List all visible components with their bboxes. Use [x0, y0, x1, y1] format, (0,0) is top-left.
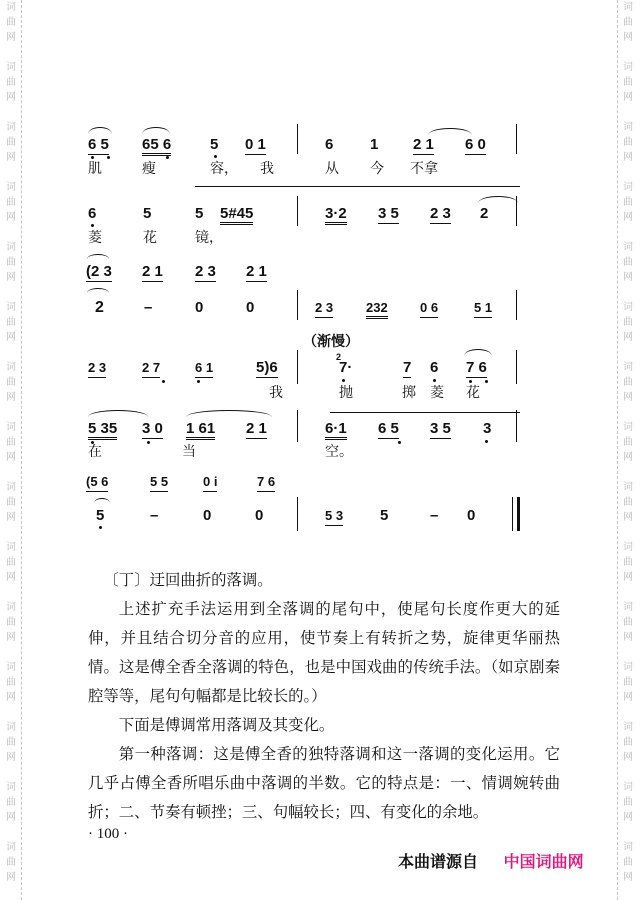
- watermark-char: 曲: [6, 77, 16, 88]
- watermark-char: 曲: [623, 257, 633, 268]
- watermark-char: 网: [623, 812, 633, 823]
- watermark-char: 网: [623, 392, 633, 403]
- lyric: 掷: [402, 385, 416, 401]
- note: 2 1: [142, 263, 163, 280]
- watermark-char: 词: [623, 242, 633, 253]
- watermark-char: 词: [623, 362, 633, 373]
- watermark-char: 网: [6, 512, 16, 523]
- low-dot: [433, 379, 436, 382]
- watermark-char: 词: [6, 542, 16, 553]
- watermark-char: 网: [623, 512, 633, 523]
- low-dot: [99, 526, 102, 529]
- watermark-char: 词: [623, 542, 633, 553]
- watermark-char: 词: [6, 662, 16, 673]
- source-site-link[interactable]: 中国词曲网: [503, 852, 584, 871]
- watermark-char: 词: [6, 722, 16, 733]
- note: 7·: [339, 359, 353, 376]
- watermark-group: [6, 720, 16, 780]
- note: 0: [246, 299, 255, 316]
- watermark-char: 曲: [6, 677, 16, 688]
- note: 7: [403, 359, 412, 376]
- barline: [516, 196, 517, 226]
- note: 65 6: [142, 137, 171, 156]
- note: 0 1: [245, 136, 266, 153]
- lyric: 从: [325, 161, 339, 177]
- low-dot: [91, 156, 94, 159]
- watermark-char: 曲: [6, 257, 16, 268]
- slur: [87, 254, 109, 259]
- barline: [516, 124, 517, 154]
- note: 6: [88, 205, 97, 222]
- watermark-char: 曲: [6, 317, 16, 328]
- low-dot: [147, 441, 150, 444]
- note: 6 0: [465, 136, 486, 153]
- note: 0 i: [203, 474, 217, 492]
- watermark-char: 曲: [623, 437, 633, 448]
- source-label: 本曲谱源自: [398, 852, 479, 871]
- lyric: 我: [269, 385, 283, 401]
- barline: [297, 497, 298, 531]
- watermark-char: 网: [6, 272, 16, 283]
- tie-line: [195, 186, 520, 187]
- tie-line: [330, 412, 520, 413]
- watermark-char: 曲: [6, 737, 16, 748]
- lyric: 花: [466, 385, 480, 401]
- watermark-char: 词: [623, 302, 633, 313]
- note: 2 3: [430, 205, 451, 222]
- watermark-char: 曲: [6, 137, 16, 148]
- watermark-char: 曲: [6, 377, 16, 388]
- paragraph: 上述扩充手法运用到全落调的尾句中，使尾句长度作更大的延伸，并且结合切分音的应用，使节奏上有转折之势，旋律更华丽热情。这是傅全香全落调的特色，也是中国戏曲的传统手法。（如京剧秦腔等等，尾句句幅都是比较长的。）: [88, 600, 560, 705]
- lyric: 花: [143, 230, 157, 246]
- watermark-char: 网: [623, 32, 633, 43]
- watermark-char: 曲: [6, 857, 16, 868]
- note: 3·2: [325, 206, 347, 225]
- watermark-group: [6, 780, 16, 840]
- watermark-char: 曲: [6, 437, 16, 448]
- barline: [297, 196, 298, 226]
- watermark-char: 网: [6, 632, 16, 643]
- watermark-char: 词: [6, 362, 16, 373]
- watermark-char: 曲: [623, 137, 633, 148]
- note: 5 5: [150, 474, 168, 492]
- note: 6·1: [325, 421, 347, 440]
- lyric: 瘦: [142, 161, 156, 177]
- watermark-group: [6, 840, 16, 900]
- watermark-char: 词: [6, 2, 16, 13]
- watermark-char: 词: [623, 602, 633, 613]
- slur: [464, 349, 492, 356]
- note: 6 1: [195, 360, 213, 378]
- watermark-char: 网: [6, 452, 16, 463]
- watermark-char: 曲: [623, 557, 633, 568]
- watermark-char: 曲: [623, 497, 633, 508]
- slur: [87, 288, 109, 293]
- watermark-char: 网: [623, 572, 633, 583]
- watermark-char: 网: [623, 632, 633, 643]
- watermark-char: 曲: [623, 737, 633, 748]
- watermark-char: 网: [6, 572, 16, 583]
- note: 6 5: [378, 420, 399, 437]
- note: 0: [195, 299, 204, 316]
- low-dot: [469, 380, 472, 383]
- lyric: 菱: [88, 230, 102, 246]
- note: 0: [467, 507, 476, 524]
- lyric: 镜，: [195, 230, 223, 246]
- slur: [478, 196, 518, 203]
- note: 0: [203, 507, 212, 524]
- watermark-char: 词: [6, 242, 16, 253]
- note: –: [150, 507, 159, 524]
- low-dot: [162, 380, 165, 383]
- note: 5: [380, 507, 389, 524]
- note: 2 1: [413, 136, 434, 153]
- tempo-marking: （渐慢）: [303, 334, 359, 350]
- low-dot: [197, 380, 200, 383]
- watermark-char: 网: [623, 872, 633, 883]
- barline: [516, 290, 517, 320]
- slur: [88, 410, 148, 417]
- lyric: 我: [260, 161, 274, 177]
- watermark-char: 网: [623, 212, 633, 223]
- watermark-char: 曲: [6, 497, 16, 508]
- lyric: 在: [88, 444, 102, 460]
- watermark-group: [623, 780, 633, 840]
- watermark-char: 曲: [623, 197, 633, 208]
- watermark-char: 网: [6, 152, 16, 163]
- note: 0 6: [420, 300, 438, 318]
- source-credit: [398, 849, 584, 872]
- watermark-char: 网: [6, 92, 16, 103]
- barline: [297, 290, 298, 320]
- note: 5 1: [474, 300, 492, 318]
- note: 2 3: [315, 300, 333, 318]
- lyric: 菱: [430, 385, 444, 401]
- watermark-char: 词: [623, 722, 633, 733]
- note: –: [144, 299, 153, 316]
- note: 6 5: [88, 136, 109, 153]
- watermark-char: 词: [6, 422, 16, 433]
- watermark-char: 曲: [6, 617, 16, 628]
- watermark-char: 网: [6, 812, 16, 823]
- note: 2 7: [142, 360, 160, 378]
- watermark-group: [6, 600, 16, 660]
- section-heading: 〔丁〕迂回曲折的落调。: [103, 571, 273, 589]
- watermark-char: 曲: [623, 677, 633, 688]
- note: 3: [483, 420, 492, 437]
- low-dot: [485, 440, 488, 443]
- note: 5 3: [325, 508, 343, 526]
- note: 2 3: [88, 360, 106, 378]
- barline: [297, 124, 298, 154]
- watermark-char: 曲: [623, 857, 633, 868]
- watermark-char: 词: [623, 62, 633, 73]
- note: 5: [210, 136, 219, 153]
- watermark-char: 网: [6, 332, 16, 343]
- lyric: 空。: [325, 444, 353, 460]
- paragraph: 下面是傅调常用落调及其变化。: [118, 716, 335, 734]
- watermark-char: 曲: [623, 797, 633, 808]
- low-dot: [166, 156, 169, 159]
- note: 2 1: [246, 263, 267, 280]
- watermark-char: 词: [6, 842, 16, 853]
- watermark-char: 词: [6, 122, 16, 133]
- note: 7 6: [257, 474, 275, 492]
- note: 2: [95, 299, 104, 316]
- watermark-char: 词: [623, 122, 633, 133]
- watermark-char: 网: [6, 692, 16, 703]
- note: 5: [143, 205, 152, 222]
- barline: [297, 410, 298, 442]
- watermark-group: [623, 720, 633, 780]
- lyric: 今: [370, 161, 384, 177]
- watermark-char: 网: [623, 752, 633, 763]
- note: 5#45: [220, 206, 253, 225]
- watermark-char: 曲: [623, 617, 633, 628]
- note: 6: [325, 136, 334, 153]
- note: 7 6: [466, 359, 487, 376]
- lyric: 肌: [88, 161, 102, 177]
- watermark-char: 曲: [6, 17, 16, 28]
- watermark-char: 词: [623, 2, 633, 13]
- slur: [428, 128, 472, 135]
- watermark-char: 词: [623, 782, 633, 793]
- lyric: 容，: [210, 161, 238, 177]
- low-dot: [342, 379, 345, 382]
- note: 3 5: [378, 205, 399, 222]
- note: 3 0: [142, 420, 163, 437]
- note: 0: [255, 507, 264, 524]
- lyric: 抛: [339, 385, 353, 401]
- slur: [186, 410, 272, 417]
- watermark-char: 网: [623, 332, 633, 343]
- barline: [516, 350, 517, 384]
- watermark-char: 词: [6, 482, 16, 493]
- slur: [88, 127, 112, 134]
- page-number: · 100 ·: [88, 826, 128, 842]
- watermark-char: 网: [623, 152, 633, 163]
- watermark-char: 曲: [623, 77, 633, 88]
- watermark-char: 网: [6, 872, 16, 883]
- note: 2 3: [195, 263, 216, 280]
- note: 5: [96, 507, 105, 524]
- slur: [94, 498, 110, 503]
- note: 2: [480, 205, 489, 222]
- note: (2 3: [86, 263, 112, 280]
- low-dot: [398, 441, 401, 444]
- watermark-char: 词: [623, 482, 633, 493]
- watermark-char: 网: [623, 452, 633, 463]
- final-double-barline: [512, 497, 520, 531]
- watermark-group: [623, 840, 633, 900]
- lyric: 不拿: [410, 161, 438, 177]
- lyric: 当: [182, 444, 196, 460]
- note: 1 61: [186, 421, 215, 440]
- note: –: [430, 507, 439, 524]
- watermark-char: 网: [623, 272, 633, 283]
- slur: [142, 127, 170, 134]
- note: 3 5: [430, 420, 451, 437]
- watermark-char: 词: [6, 62, 16, 73]
- paragraph: 第一种落调：这是傅全香的独特落调和这一落调的变化运用。它几乎占傅全香所唱乐曲中落调的半数。它的特点是：一、情调婉转曲折；二、节奏有顿挫；三、句幅较长；四、有变化的余地。: [88, 745, 560, 821]
- watermark-char: 网: [623, 692, 633, 703]
- note: 6: [430, 359, 439, 376]
- watermark-char: 曲: [6, 197, 16, 208]
- watermark-group: [6, 660, 16, 720]
- watermark-char: 词: [6, 782, 16, 793]
- watermark-char: 网: [6, 392, 16, 403]
- watermark-char: 曲: [6, 557, 16, 568]
- low-dot: [91, 224, 94, 227]
- watermark-char: 词: [623, 422, 633, 433]
- watermark-char: 网: [6, 212, 16, 223]
- watermark-char: 词: [6, 602, 16, 613]
- watermark-char: 网: [6, 32, 16, 43]
- watermark-group: [623, 660, 633, 720]
- watermark-char: 词: [623, 182, 633, 193]
- note: 5: [195, 205, 204, 222]
- watermark-char: 曲: [623, 377, 633, 388]
- watermark-char: 网: [6, 752, 16, 763]
- low-dot: [214, 155, 217, 158]
- note: 5)6: [256, 359, 278, 376]
- watermark-char: 曲: [6, 797, 16, 808]
- barline: [297, 350, 298, 384]
- note: 2 1: [246, 420, 267, 437]
- grace-note: 2: [336, 352, 342, 362]
- watermark-char: 词: [623, 842, 633, 853]
- note: 1: [370, 136, 379, 153]
- note: 232: [366, 300, 388, 319]
- watermark-char: 词: [623, 662, 633, 673]
- note: (5 6: [86, 474, 108, 492]
- watermark-char: 曲: [623, 17, 633, 28]
- watermark-char: 词: [6, 302, 16, 313]
- watermark-char: 词: [6, 182, 16, 193]
- article-body: [88, 566, 560, 827]
- low-dot: [107, 156, 110, 159]
- watermark-char: 网: [623, 92, 633, 103]
- barline: [516, 410, 517, 442]
- note: 5 35: [88, 421, 117, 440]
- watermark-group: [623, 600, 633, 660]
- watermark-char: 曲: [623, 317, 633, 328]
- low-dot: [485, 380, 488, 383]
